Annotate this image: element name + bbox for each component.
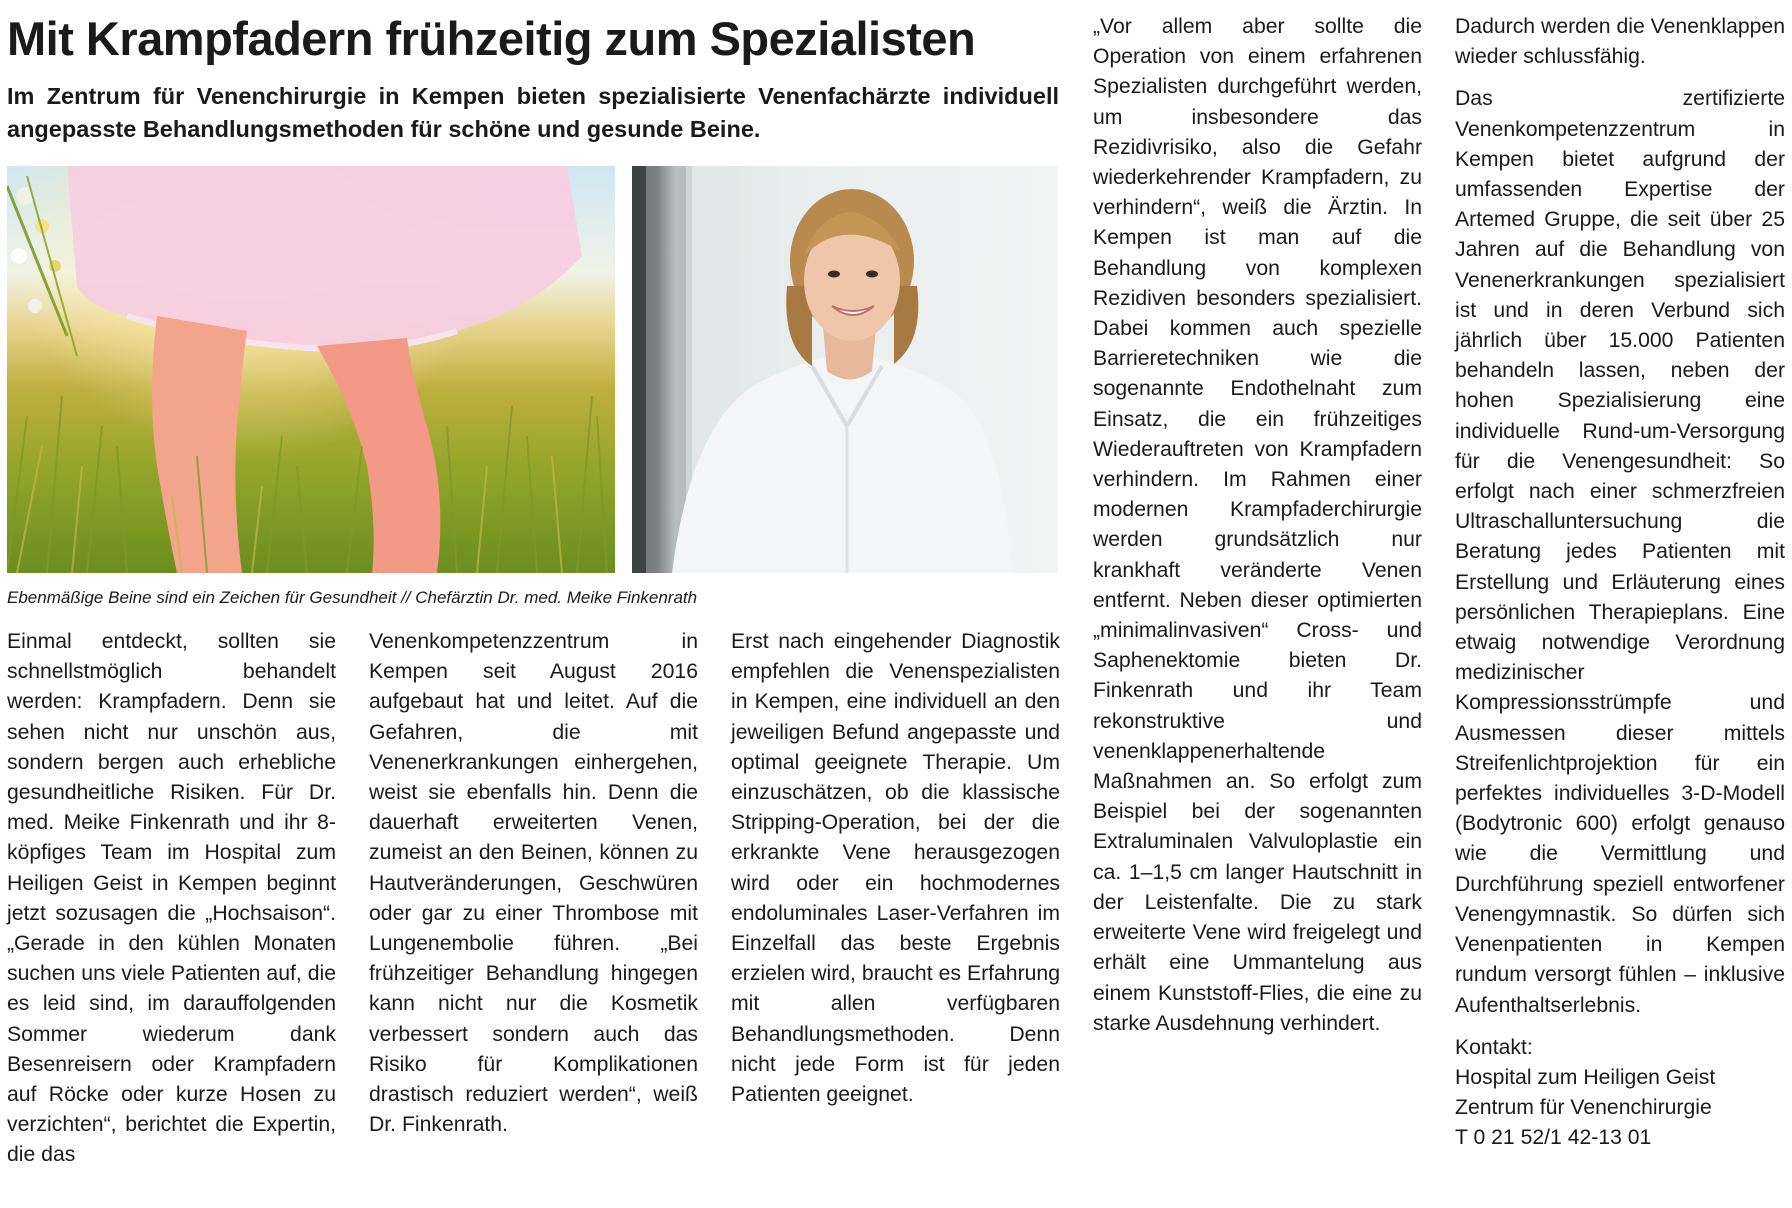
column-5-paragraph-1: Dadurch werden die Venenklappen wieder schlussfähig. (1455, 15, 1785, 69)
column-4-text: „Vor allem aber sollte die Operation von einem erfahrenen Spezialisten durchgeführt werden, um insbesondere das Rezidivrisiko, also die Gefahr wiederkehrender Krampfadern, zu verhindern“, weiß die Ärztin. In Kempen ist man auf die Behandlung von komplexen Rezidiven besonders spezialisiert. Dabei kommen auch spezielle Barrieretechniken wie die sogenannte Endothelnaht zum Einsatz, die ein frühzeitiges Wiederauftreten von Krampfadern verhindern. Im Rahmen einer modernen Krampfaderchirurgie werden grundsätzlich nur krankhaft veränderte Venen entfernt. Neben dieser optimierten „minimalinvasiven“ Cross- und Saphenektomie bieten Dr. Finkenrath und ihr Team rekonstruktive und venenklappenerhaltende Maßnahmen an. So erfolgt zum Beispiel bei der sogenannten Extraluminalen Valvuloplastie ein ca. 1–1,5 cm langer Hautschnitt in der Leistenfalte. Die zu stark erweiterte Vene wird freigelegt und erhält eine Ummantelung aus einem Kunststoff-Flies, die eine zu starke Ausdehnung verhindert. (1093, 15, 1422, 1035)
article-column-3 (731, 627, 1060, 1110)
article-column-4 (1093, 12, 1422, 1039)
column-5-paragraph-2: Das zertifizierte Venenkompetenzzentrum in Kempen bietet aufgrund der umfassenden Expertise der Artemed Gruppe, die seit über 25 Jahren auf die Behandlung von Venenerkrankungen spezialisiert ist und in deren Verbund sich jährlich über 15.000 Patienten behandeln lassen, neben der hohen Spezialisierung eine individuelle Rund-um-Versorgung für die Venengesundheit: So erfolgt nach einer schmerzfreien Ultraschalluntersuchung die Beratung jedes Patienten mit Erstellung und Erläuterung eines persönlichen Therapieplans. Eine etwaig notwendige Verordnung medizinischer Kompressionsstrümpfe und Ausmessen dieser mittels Streifenlichtprojektion für ein perfektes individuelles 3-D-Modell (Bodytronic 600) erfolgt genauso wie die Vermittlung und Durchführung speziell entworfener Venengymnastik. So dürfen sich Venenpatienten in Kempen rundum versorgt fühlen – inklusive Aufenthaltserlebnis. (1455, 87, 1785, 1017)
contact-department: Zentrum für Venenchirurgie (1455, 1096, 1712, 1120)
article-title: Mit Krampfadern frühzeitig zum Spezialisten (7, 12, 976, 65)
contact-label: Kontakt: (1455, 1035, 1533, 1059)
article-column-5 (1455, 12, 1785, 1154)
column-3-text: Erst nach eingehender Diagnostik empfehlen die Venenspezialisten in Kempen, eine individuell an den jeweiligen Befund angepasste und optimal geeignete Therapie. Um einzuschätzen, ob die klassische Stripping-Operation, bei der die erkrankte Vene herausgezogen wird oder ein hochmodernes endoluminales Laser-Verfahren im Einzelfall das beste Ergebnis erzielen wird, braucht es Erfahrung mit allen verfügbaren Behandlungsmethoden. Denn nicht jede Form ist für jeden Patienten geeignet. (731, 630, 1060, 1107)
contact-hospital: Hospital zum Heiligen Geist (1455, 1065, 1716, 1089)
article-column-1 (7, 627, 336, 1171)
column-2-text: Venenkompetenzzentrum in Kempen seit August 2016 aufgebaut hat und leitet. Auf die Gefahren, die mit Venenerkrankungen einhergehen, weist sie ebenfalls hin. Denn die dauerhaft erweiterten Venen, zumeist an den Beinen, können zu Hautveränderungen, Geschwüren oder gar zu einer Thrombose mit Lungenembolie führen. „Bei frühzeitiger Behandlung hingegen kann nicht nur die Kosmetik verbessert sondern auch das Risiko für Komplikationen drastisch reduziert werden“, weiß Dr. Finkenrath. (369, 630, 698, 1137)
photo-caption: Ebenmäßige Beine sind ein Zeichen für Gesundheit // Chefärztin Dr. med. Meike Finkenrath (7, 588, 698, 607)
doctor-portrait-photo (632, 166, 1058, 573)
contact-phone: T 0 21 52/1 42-13 01 (1455, 1126, 1652, 1150)
article-subtitle: Im Zentrum für Venenchirurgie in Kempen bieten spezialisierte Venenfachärzte individuell angepasste Behandlungsmethoden für schöne und gesunde Beine. (7, 83, 1059, 142)
article-column-2 (369, 627, 698, 1140)
column-1-text: Einmal entdeckt, sollten sie schnellstmöglich behandelt werden: Krampfadern. Denn sie sehen nicht nur unschön aus, sondern bergen auch erhebliche gesundheitliche Risiken. Für Dr. med. Meike Finkenrath und ihr 8-köpfiges Team im Hospital zum Heiligen Geist in Kempen beginnt jetzt sozusagen die „Hochsaison“. „Gerade in den kühlen Monaten suchen uns viele Patienten auf, die es leid sind, im darauffolgenden Sommer wiederum dank Besenreisern oder Krampfadern auf Röcke oder kurze Hosen zu verzichten“, berichtet die Expertin, die das (7, 630, 336, 1167)
contact-block (1455, 1033, 1785, 1154)
legs-in-meadow-photo (7, 166, 615, 573)
